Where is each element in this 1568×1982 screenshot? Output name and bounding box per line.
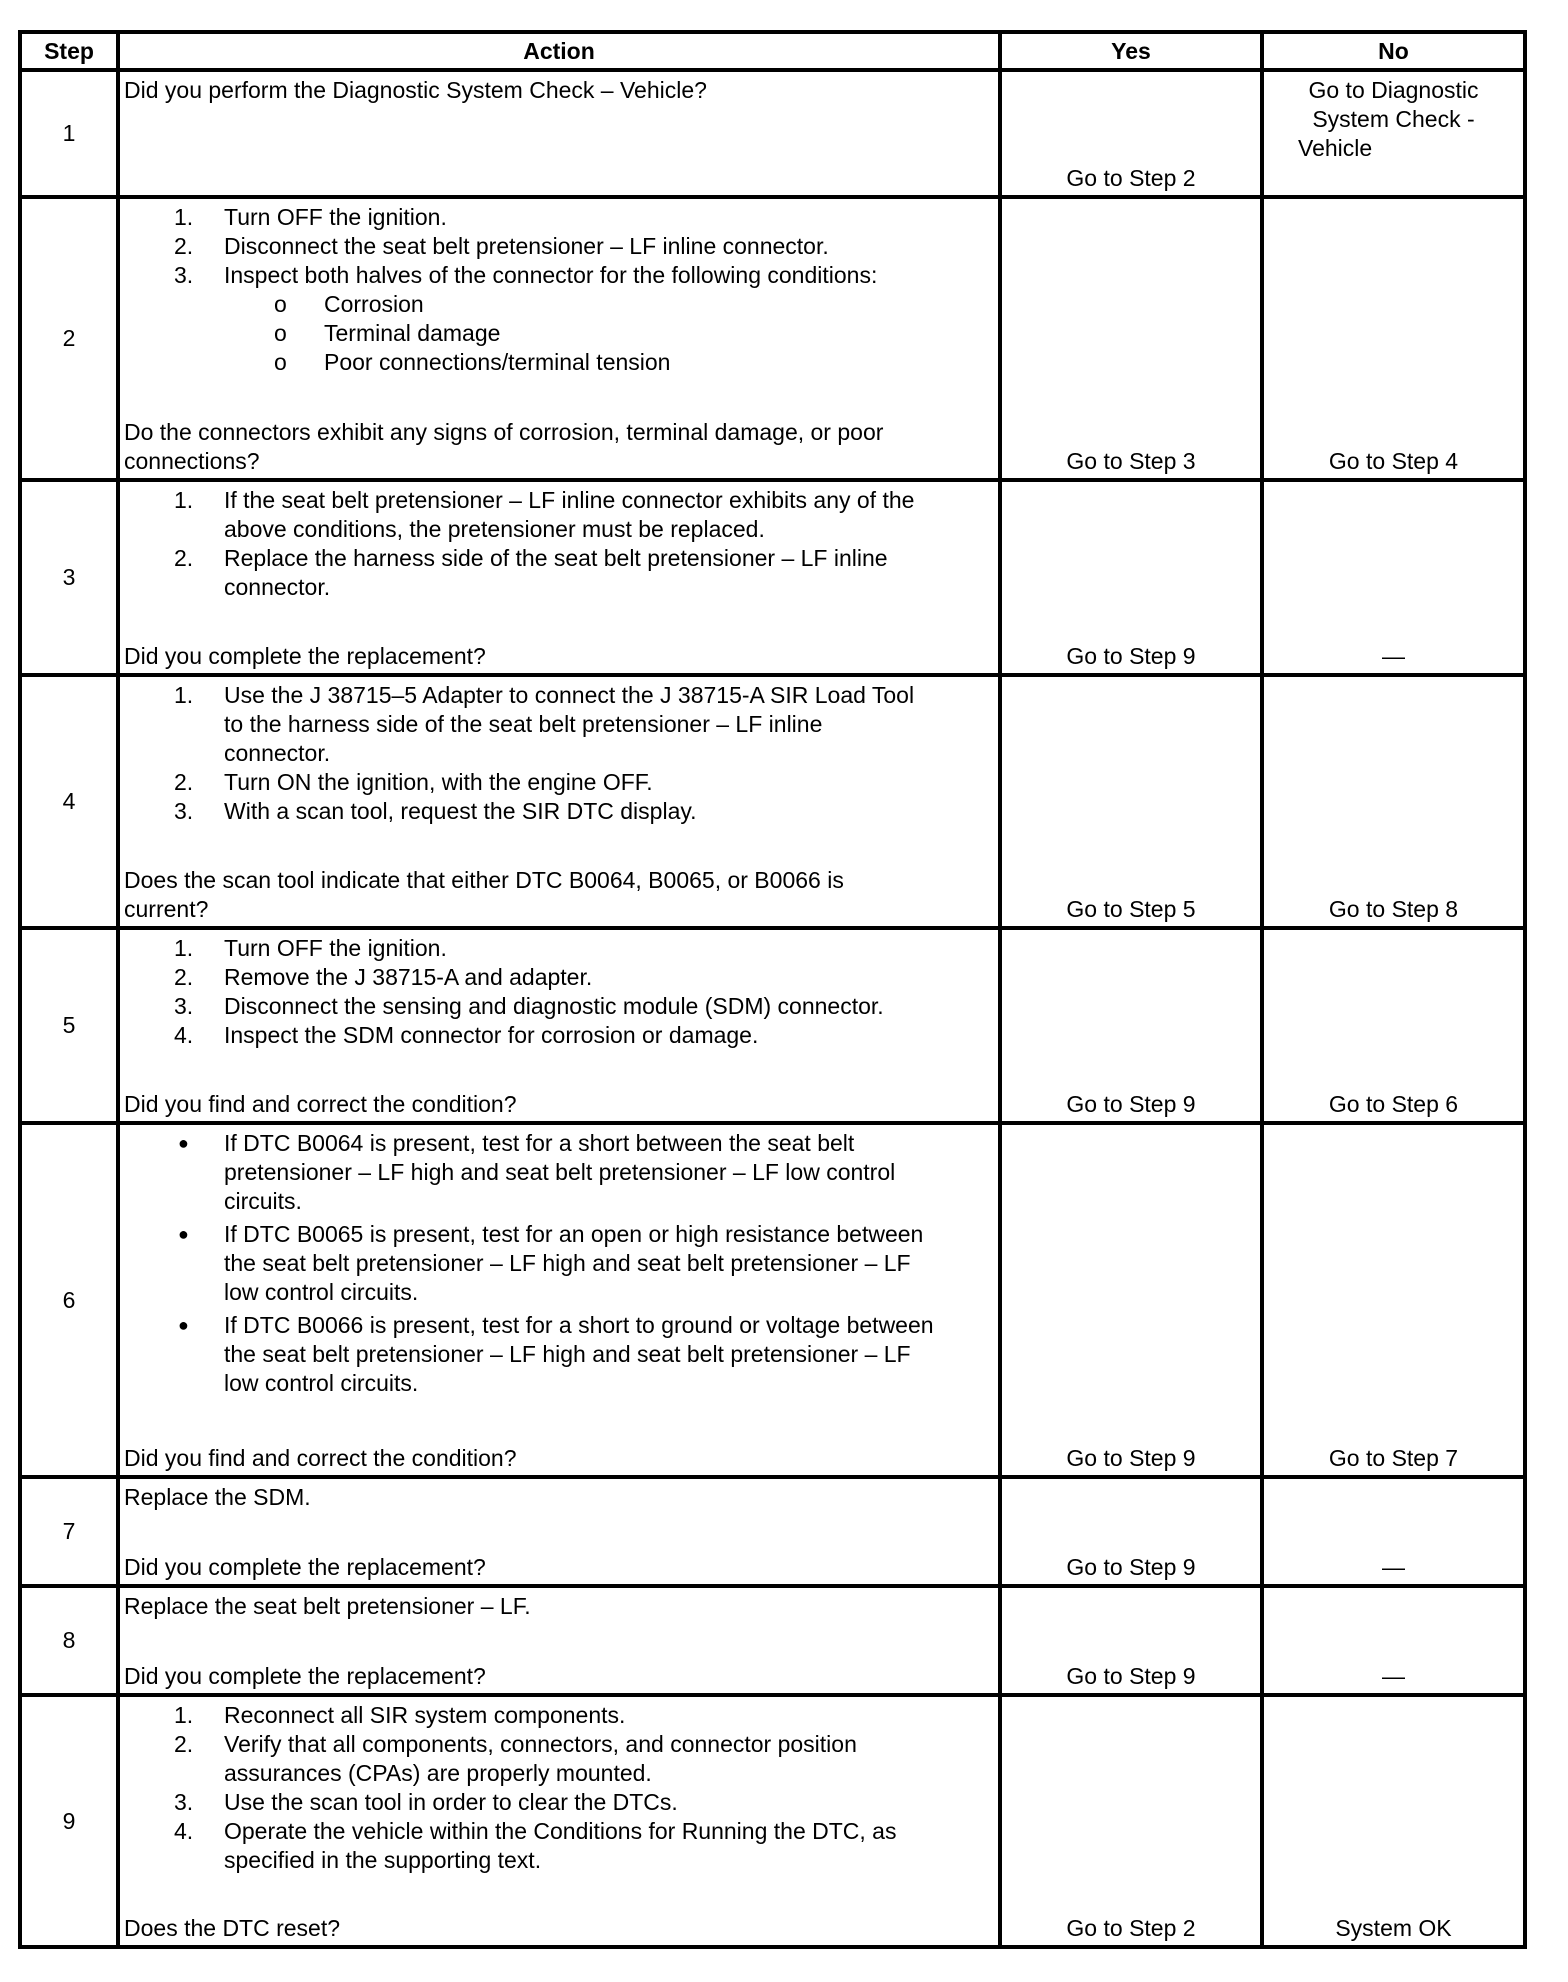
step-number: 9 — [20, 1695, 118, 1947]
numbered-list — [124, 203, 994, 377]
table-row — [20, 928, 1525, 1123]
yes-cell — [1000, 675, 1262, 928]
action-text: Did you perform the Diagnostic System Check – Vehicle? — [124, 77, 707, 103]
question-text: Did you find and correct the condition? — [124, 1445, 517, 1471]
yes-result: Go to Step 9 — [1066, 1445, 1196, 1471]
table-row — [20, 480, 1525, 675]
list-item: 2. Turn ON the ignition, with the engine OFF. — [174, 769, 653, 795]
no-result-line: Vehicle — [1298, 135, 1373, 161]
list-item: 3. Disconnect the sensing and diagnostic module (SDM) connector. — [174, 993, 884, 1019]
step-number: 4 — [20, 675, 118, 928]
step-number: 7 — [20, 1477, 118, 1586]
yes-result: Go to Step 9 — [1066, 1663, 1196, 1689]
table-row — [20, 1586, 1525, 1695]
sub-list-item: o Poor connections/terminal tension — [274, 349, 671, 375]
yes-result: Go to Step 2 — [1066, 1915, 1196, 1941]
no-cell — [1262, 1477, 1525, 1586]
yes-result: Go to Step 3 — [1066, 448, 1196, 474]
diagnostic-table — [18, 30, 1527, 1949]
header-yes: Yes — [1000, 32, 1262, 70]
action-cell — [118, 1477, 1000, 1586]
header-row — [20, 32, 1525, 70]
no-result: Go to Step 4 — [1328, 448, 1459, 474]
no-result: Go to Step 6 — [1328, 1091, 1459, 1117]
no-cell — [1262, 480, 1525, 675]
step-number: 2 — [20, 197, 118, 480]
table-row — [20, 70, 1525, 197]
header-step: Step — [20, 32, 118, 70]
header-action: Action — [118, 32, 1000, 70]
yes-result: Go to Step 9 — [1066, 1091, 1196, 1117]
yes-cell — [1000, 70, 1262, 197]
yes-cell — [1000, 1586, 1262, 1695]
no-result-line: Go to Diagnostic — [1308, 77, 1479, 103]
list-item: 3. With a scan tool, request the SIR DTC display. — [174, 798, 697, 824]
list-item: 4. Operate the vehicle within the Conditions for Running the DTC, as specified in the supporting text. — [174, 1818, 897, 1873]
action-cell — [118, 928, 1000, 1123]
numbered-list — [124, 934, 994, 1050]
list-item: 1. If the seat belt pretensioner – LF inline connector exhibits any of the above conditions, the pretensioner must be replaced. — [174, 487, 915, 542]
yes-cell — [1000, 197, 1262, 480]
no-result: Go to Step 7 — [1328, 1445, 1459, 1471]
list-item: 1. Reconnect all SIR system components. — [174, 1702, 626, 1728]
list-item: 2. Disconnect the seat belt pretensioner – LF inline connector. — [174, 233, 829, 259]
list-item: 2. Replace the harness side of the seat belt pretensioner – LF inline connector. — [174, 545, 888, 600]
step-number: 8 — [20, 1586, 118, 1695]
sub-list-item: o Terminal damage — [274, 320, 501, 346]
list-item: ● If DTC B0066 is present, test for a short to ground or voltage between the seat belt pretensioner – LF high and seat belt pretensioner – LF low control circuits. — [178, 1312, 934, 1396]
list-item: ● If DTC B0065 is present, test for an open or high resistance between the seat belt pretensioner – LF high and seat belt pretensioner – LF low control circuits. — [178, 1221, 924, 1305]
list-item: ● If DTC B0064 is present, test for a short between the seat belt pretensioner – LF high and seat belt pretensioner – LF low control circuits. — [178, 1130, 896, 1214]
no-result: — — [1382, 1554, 1405, 1580]
list-item: 1. Turn OFF the ignition. — [174, 204, 447, 230]
no-result-line: System Check - — [1312, 106, 1475, 132]
numbered-list — [124, 681, 994, 826]
sub-list-item: o Corrosion — [274, 291, 424, 317]
list-item: 3. Use the scan tool in order to clear the DTCs. — [174, 1789, 678, 1815]
yes-result: Go to Step 9 — [1066, 643, 1196, 669]
no-cell — [1262, 928, 1525, 1123]
question-text: Did you complete the replacement? — [124, 643, 486, 669]
question-text: Does the scan tool indicate that either DTC B0064, B0065, or B0066 is current? — [124, 867, 844, 922]
step-number: 5 — [20, 928, 118, 1123]
table-row — [20, 1695, 1525, 1947]
list-item: 4. Inspect the SDM connector for corrosion or damage. — [174, 1022, 759, 1048]
yes-cell — [1000, 928, 1262, 1123]
no-result: — — [1382, 643, 1405, 669]
step-number: 1 — [20, 70, 118, 197]
question-text: Did you complete the replacement? — [124, 1554, 486, 1580]
no-cell — [1262, 70, 1525, 197]
list-item: 2. Verify that all components, connectors, and connector position assurances (CPAs) are properly mounted. — [174, 1731, 857, 1786]
no-result: System OK — [1335, 1915, 1452, 1941]
no-cell — [1262, 675, 1525, 928]
yes-cell — [1000, 1477, 1262, 1586]
yes-result: Go to Step 9 — [1066, 1554, 1196, 1580]
list-item: 3. Inspect both halves of the connector for the following conditions: — [174, 262, 878, 288]
question-text: Did you find and correct the condition? — [124, 1091, 517, 1117]
step-number: 3 — [20, 480, 118, 675]
action-cell — [118, 1123, 1000, 1477]
table-row — [20, 197, 1525, 480]
question-text: Does the DTC reset? — [124, 1915, 341, 1941]
action-cell — [118, 1695, 1000, 1947]
step-number: 6 — [20, 1123, 118, 1477]
no-result: — — [1382, 1663, 1405, 1689]
numbered-list — [124, 486, 994, 602]
numbered-list — [124, 1701, 994, 1875]
table-row — [20, 1123, 1525, 1477]
action-cell — [118, 1586, 1000, 1695]
list-item: 1. Use the J 38715–5 Adapter to connect the J 38715-A SIR Load Tool to the harness side of the seat belt pretensioner – LF inline connector. — [174, 682, 915, 766]
list-item: 1. Turn OFF the ignition. — [174, 935, 447, 961]
question-text: Do the connectors exhibit any signs of corrosion, terminal damage, or poor connections? — [124, 419, 884, 474]
table-row — [20, 1477, 1525, 1586]
action-cell — [118, 197, 1000, 480]
header-no: No — [1262, 32, 1525, 70]
no-cell — [1262, 1695, 1525, 1947]
yes-cell — [1000, 1123, 1262, 1477]
action-cell — [118, 480, 1000, 675]
list-item: 2. Remove the J 38715-A and adapter. — [174, 964, 593, 990]
action-cell — [118, 675, 1000, 928]
yes-result: Go to Step 2 — [1066, 165, 1196, 191]
yes-result: Go to Step 5 — [1066, 896, 1196, 922]
question-text: Did you complete the replacement? — [124, 1663, 486, 1689]
no-cell — [1262, 1123, 1525, 1477]
action-text: Replace the SDM. — [124, 1484, 311, 1510]
bullet-list — [124, 1129, 994, 1398]
action-cell — [118, 70, 1000, 197]
no-cell — [1262, 197, 1525, 480]
no-cell — [1262, 1586, 1525, 1695]
no-result: Go to Step 8 — [1328, 896, 1459, 922]
action-text: Replace the seat belt pretensioner – LF. — [124, 1593, 531, 1619]
table-row — [20, 675, 1525, 928]
yes-cell — [1000, 1695, 1262, 1947]
yes-cell — [1000, 480, 1262, 675]
